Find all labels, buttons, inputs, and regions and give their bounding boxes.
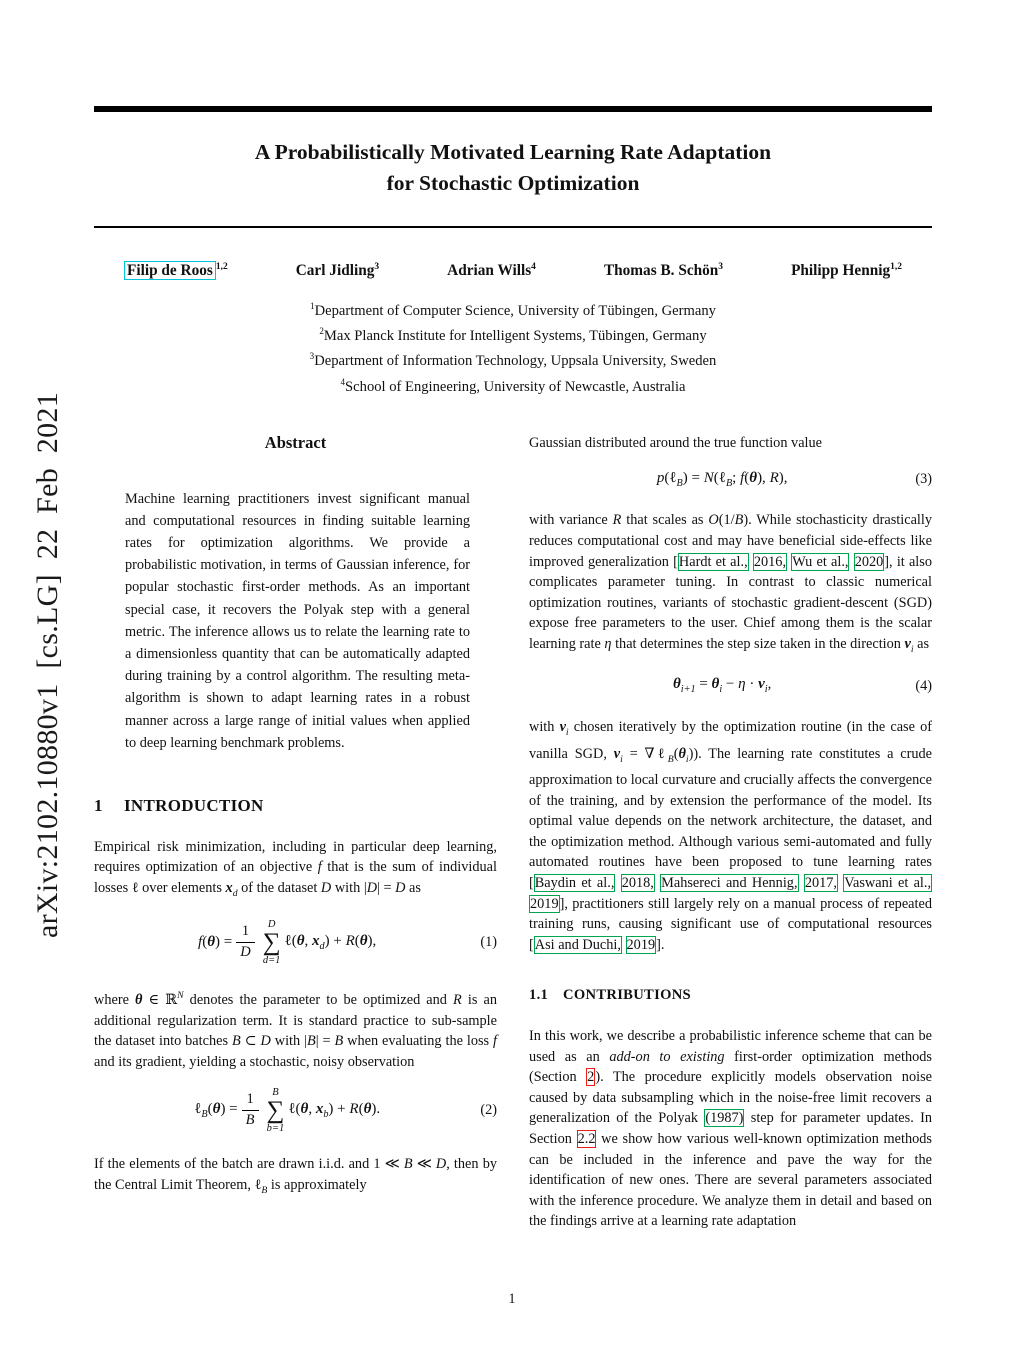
text-run: that determines the step size taken in the direction: [611, 635, 905, 652]
italic-run: p: [656, 469, 665, 486]
text-run: (ℓ: [664, 469, 677, 486]
fraction-numerator: 1: [246, 1091, 254, 1108]
equation-lhs: [198, 933, 232, 952]
bold-math-run: θ: [678, 745, 686, 762]
subscript: i: [620, 753, 623, 765]
citation-link[interactable]: 2016,: [753, 553, 787, 570]
right-column: [529, 433, 932, 1232]
text-run: (: [358, 1100, 364, 1117]
subscript: B: [261, 1184, 268, 1196]
equation-3: [529, 469, 932, 491]
intro-paragraph-1: [94, 837, 497, 905]
text-run: =: [695, 676, 712, 693]
italic-run: f: [198, 934, 203, 951]
subscript: B: [201, 1108, 208, 1120]
equation-expression: [657, 469, 788, 491]
text-run: (: [744, 469, 750, 486]
section-title: INTRODUCTION: [124, 796, 264, 816]
author-affiliation-sup: 3: [718, 261, 724, 272]
section-number: 1.1: [529, 987, 549, 1004]
subscript: B: [725, 477, 733, 489]
text-run: In this work, we describe a probabilistic inference scheme that can be used as an: [529, 1027, 932, 1065]
italic-run: D: [320, 879, 332, 896]
text-run: chosen iteratively by the optimization routine (in the case of vanilla SGD,: [529, 719, 932, 762]
bold-math-run: x: [312, 932, 320, 949]
equation-number: (2): [480, 1102, 497, 1119]
author-affiliation-sup: 1,2: [890, 261, 902, 272]
italic-run: B: [403, 1156, 413, 1173]
equation-1: [94, 919, 497, 966]
equation-rhs: [288, 1100, 380, 1122]
italic-run: B: [231, 1033, 241, 1050]
arxiv-watermark: arXiv:2102.10880v1 [cs.LG] 22 Feb 2021: [31, 391, 64, 939]
text-run: (: [673, 745, 679, 762]
text-run: (: [207, 1100, 213, 1117]
italic-run: f: [740, 469, 745, 486]
italic-run: D: [366, 879, 378, 896]
author-filip-de-roos: [124, 262, 228, 280]
text-run: with |: [270, 1033, 307, 1050]
text-run: of the dataset: [237, 879, 321, 896]
subscript: d: [232, 887, 238, 899]
section-1-heading: [94, 796, 497, 817]
text-run: and its gradient, yielding a stochastic, noisy observation: [94, 1053, 415, 1070]
equation-rhs: [285, 932, 377, 954]
equation-2-body: [94, 1087, 480, 1134]
text-run: ),: [367, 932, 377, 949]
equation-3-body: [529, 469, 915, 491]
affiliation-sup: 4: [340, 376, 346, 387]
affiliation-4: [94, 372, 932, 397]
superscript: N: [177, 990, 184, 1002]
italic-run: R: [612, 512, 622, 529]
affiliation-text: Department of Information Technology, Uppsala University, Sweden: [314, 353, 717, 370]
equation-number: (4): [915, 677, 932, 694]
subscript: i: [685, 753, 689, 765]
text-run: as: [405, 879, 421, 896]
body-paragraph-1: [529, 510, 932, 660]
text-run: that is the sum of individual losses ℓ over elements: [94, 859, 497, 896]
text-run: ) +: [324, 932, 346, 949]
equation-4-body: [529, 675, 915, 697]
continuation-paragraph: Gaussian distributed around the true function value: [529, 435, 823, 452]
sum-lower-limit: d=1: [262, 954, 281, 966]
header-rule-thick: [94, 106, 932, 112]
text-run: that scales as: [621, 512, 709, 529]
text-run: ,: [767, 676, 772, 693]
section-title: CONTRIBUTIONS: [563, 987, 691, 1004]
fraction-numerator: 1: [241, 923, 250, 940]
subscript: i: [565, 727, 569, 738]
affiliation-text: School of Engineering, University of Newcastle, Australia: [345, 378, 686, 395]
text-run: is approximately: [267, 1176, 367, 1193]
sum-lower-limit: b=1: [266, 1122, 285, 1134]
fraction-denominator: B: [242, 1110, 259, 1129]
bold-math-run: θ: [296, 932, 305, 949]
text-run: ], practitioners still largely rely on a manual process of repeated training runs, causing significant use of computational resources [: [529, 895, 932, 953]
text-run: [622, 937, 626, 953]
citation-link[interactable]: Baydin et al.,: [534, 875, 615, 892]
text-run: ,: [304, 932, 313, 949]
affiliation-list: [94, 296, 932, 397]
italic-run: D: [435, 1156, 447, 1173]
text-run: ], it also complicates parameter tuning. In contrast to classic numerical optimization routines, variants of stochastic gradient-descent (SGD) expose free parameters to the user. Chief among them is the scalar learning rate: [529, 553, 932, 652]
author-affiliation-sup: 1,2: [215, 261, 228, 272]
citation-link[interactable]: 2019: [530, 895, 559, 912]
text-run: ].: [656, 936, 665, 953]
bold-math-run: θ: [212, 1100, 221, 1117]
citation-link[interactable]: 2020: [854, 553, 884, 570]
text-run: ·: [745, 676, 759, 693]
text-run: ). While stochasticity drastically reduces computational cost and may have beneficial side-effects like improved generalization [: [529, 512, 933, 570]
bold-math-run: x: [225, 879, 233, 896]
author-affiliation-sup: 4: [531, 261, 536, 272]
text-run: | =: [377, 879, 396, 896]
equation-number: (3): [915, 471, 932, 488]
body-paragraph-2: [529, 717, 932, 955]
subscript: b: [323, 1108, 329, 1120]
fraction: [242, 1092, 259, 1129]
text-run: is an additional regularization term. It is standard practice to sub-sample the dataset into batches: [94, 991, 497, 1050]
author-list: [94, 262, 932, 280]
author-name: Adrian Wills: [447, 261, 532, 279]
text-run: ),: [757, 469, 770, 486]
text-run: step for parameter updates. In Section: [529, 1110, 933, 1147]
text-run: Empirical risk minimization, including in particular deep learning, requires optimization of an objective: [94, 838, 497, 876]
affiliation-sup: 3: [309, 351, 315, 362]
author-thomas-schon: [604, 262, 723, 280]
equation-2: [94, 1087, 497, 1134]
text-run: ∈ ℝ: [142, 991, 178, 1008]
subscript: i: [910, 643, 914, 655]
subscript: i: [764, 684, 768, 696]
equation-number: (1): [480, 934, 497, 951]
bold-math-run: θ: [135, 991, 143, 1008]
text-run: as: [913, 635, 930, 652]
sum-symbol: ∑: [262, 928, 281, 956]
citation-link[interactable]: 2017,: [804, 875, 837, 892]
fraction-denominator: D: [236, 942, 254, 961]
summation: [267, 1087, 285, 1134]
italic-run: D: [395, 879, 406, 896]
bold-math-run: θ: [363, 1100, 372, 1117]
text-run: , then by the Central Limit Theorem, ℓ: [94, 1156, 497, 1193]
italic-run: B: [334, 1033, 344, 1050]
paper-title: [94, 137, 932, 199]
equation-1-body: [94, 919, 480, 966]
affiliation-sup: 1: [310, 300, 315, 311]
text-run: ≪: [412, 1156, 436, 1173]
text-run: denotes the parameter to be optimized and: [183, 991, 454, 1008]
page-number: 1: [508, 1291, 516, 1307]
bold-math-run: x: [315, 1100, 324, 1117]
paper-content: [94, 106, 932, 1232]
subscript: d: [319, 940, 325, 952]
text-run: with: [529, 719, 560, 736]
italic-run: η: [738, 676, 746, 693]
subscript: B: [676, 477, 683, 489]
citation-link[interactable]: Vaswani et al.,: [844, 875, 932, 892]
text-run: ) =: [220, 1100, 238, 1117]
text-run: (: [202, 934, 208, 951]
text-run: ) +: [328, 1100, 350, 1117]
sum-upper-limit: D: [267, 919, 276, 931]
italic-run: O: [708, 512, 719, 529]
left-column: [94, 433, 497, 1232]
text-run: ℓ(: [288, 1100, 301, 1117]
text-run: when evaluating the loss: [343, 1033, 494, 1050]
subscript: B: [667, 753, 674, 765]
text-run: (: [354, 932, 360, 949]
section-ref-link[interactable]: 2.2: [577, 1130, 596, 1147]
affiliation-2: [94, 321, 932, 346]
section-1-1-heading: [529, 985, 932, 1006]
author-name: Thomas B. Schön: [603, 261, 719, 279]
header-rule-thin: [94, 226, 932, 228]
text-run: [615, 875, 620, 891]
italic-run: D: [260, 1033, 271, 1050]
text-run: ⊂: [240, 1033, 261, 1050]
abstract-heading: Abstract: [264, 433, 327, 453]
text-run: ),: [778, 469, 788, 486]
text-run: ;: [732, 469, 741, 486]
sum-upper-limit: B: [272, 1087, 279, 1099]
text-run: ℓ: [194, 1100, 202, 1117]
italic-run: add-on to existing: [609, 1048, 725, 1065]
equation-expression: [673, 675, 771, 697]
text-run: If the elements of the batch are drawn i.i.d. and 1 ≪: [94, 1156, 404, 1173]
affiliation-3: [94, 346, 932, 371]
text-run: | =: [315, 1033, 335, 1050]
citation-link[interactable]: Asi and Duchi,: [534, 936, 621, 953]
bold-math-run: θ: [672, 676, 681, 693]
italic-run: R: [453, 991, 462, 1008]
italic-run: f: [317, 859, 322, 876]
citation-link[interactable]: Mahsereci and Hennig,: [661, 875, 798, 892]
author-profile-link[interactable]: Filip de Roos: [124, 261, 216, 280]
affiliation-text: Max Planck Institute for Intelligent Systems, Tübingen, Germany: [323, 327, 707, 344]
section-ref-link[interactable]: 2: [587, 1069, 595, 1086]
summation: [263, 919, 281, 966]
intro-paragraph-3: [94, 1154, 497, 1201]
text-run: first-order optimization methods (Section: [529, 1048, 932, 1086]
citation-link[interactable]: 2019: [626, 936, 656, 953]
two-column-body: [94, 433, 932, 1232]
text-run: ,: [308, 1100, 316, 1117]
citation-link[interactable]: 2018,: [621, 875, 654, 892]
text-run: with |: [331, 879, 367, 896]
affiliation-sup: 2: [319, 325, 324, 336]
text-run: we show how various well-known optimization methods can be included in the inference and pave the way for the identification of new ones. There are several parameters associated with the inference procedure. We analyze them in detail and based on the findings arrive at a learning rate adaptation: [529, 1130, 932, 1230]
text-run: (1/: [718, 512, 735, 529]
equation-lhs: [194, 1100, 237, 1122]
abstract-text: Machine learning practitioners invest significant manual and computational resources in finding suitable learning rates for optimization algorithms. We provide a probabilistic motivation, in terms of Gaussian inference, for popular stochastic first-order methods. As an important special case, it recovers the Polyak step with a general metric. The inference allows us to relate the learning rate to a dimensionless quantity that can be automatically adapted during training by a control algorithm. The resulting meta-algorithm is shown to adapt learning rates in a robust manner across a large range of initial values when applied to deep learning benchmark problems.: [125, 490, 470, 751]
text-run: −: [722, 676, 739, 693]
bold-math-run: θ: [711, 676, 720, 693]
text-run: ). The procedure explicitly models observation noise caused by data subsampling which in the noise-free limit recovers a generalization of the Polyak: [529, 1069, 932, 1127]
italic-run: R: [769, 469, 779, 486]
italic-run: R: [345, 932, 355, 949]
affiliation-text: Department of Computer Science, University of Tübingen, Germany: [314, 302, 716, 319]
italic-run: B: [306, 1033, 316, 1050]
equation-4: [529, 675, 932, 697]
bold-math-run: θ: [749, 469, 758, 486]
author-carl-jidling: [296, 262, 379, 280]
bold-math-run: v: [613, 745, 621, 762]
citation-link[interactable]: Wu et al.,: [792, 553, 849, 570]
bold-math-run: v: [904, 635, 911, 652]
text-run: ℓ(: [284, 932, 297, 949]
author-name: Carl Jidling: [295, 261, 375, 279]
text-run: ) =: [682, 469, 704, 486]
text-run: (ℓ: [713, 469, 726, 486]
italic-run: N: [703, 469, 714, 486]
italic-run: η: [604, 635, 612, 652]
text-run: where: [94, 991, 136, 1008]
bold-math-run: v: [758, 676, 765, 693]
author-affiliation-sup: 3: [374, 261, 380, 272]
italic-run: R: [349, 1100, 359, 1117]
author-name: Philipp Hennig: [791, 261, 891, 279]
author-philipp-hennig: [791, 262, 902, 280]
italic-run: f: [493, 1033, 498, 1050]
italic-run: B: [734, 512, 744, 529]
intro-paragraph-2: [94, 986, 497, 1072]
section-number: 1: [94, 796, 103, 816]
text-run: )). The learning rate constitutes a crude approximation to local curvature and crucially affects the convergence of the training, and by extension the performance of the model. Its optimal value depends on the network architecture, the dataset, and the optimization method. Although various semi-automated and fully automated routines have been proposed to tune learning rates [: [529, 745, 933, 892]
author-adrian-wills: [447, 262, 536, 280]
text-run: = ∇ℓ: [622, 745, 668, 762]
bold-math-run: θ: [207, 934, 215, 951]
text-run: ) =: [215, 934, 233, 951]
sum-symbol: ∑: [266, 1096, 285, 1124]
fraction: [236, 924, 254, 961]
bold-math-run: θ: [300, 1100, 309, 1117]
paper-title-line1: A Probabilistically Motivated Learning Rate Adaptation: [254, 140, 772, 164]
subscript: i+1: [680, 684, 696, 696]
subscript: i: [719, 684, 723, 696]
citation-link[interactable]: Hardt et al.,: [678, 553, 748, 570]
contributions-paragraph: [529, 1026, 932, 1232]
bold-math-run: v: [559, 719, 566, 736]
paper-title-line2: for Stochastic Optimization: [386, 171, 640, 195]
text-run: with variance: [529, 512, 613, 529]
text-run: ).: [371, 1100, 381, 1117]
bold-math-run: θ: [359, 932, 368, 949]
affiliation-1: [94, 296, 932, 321]
citation-link[interactable]: (1987): [705, 1110, 744, 1127]
